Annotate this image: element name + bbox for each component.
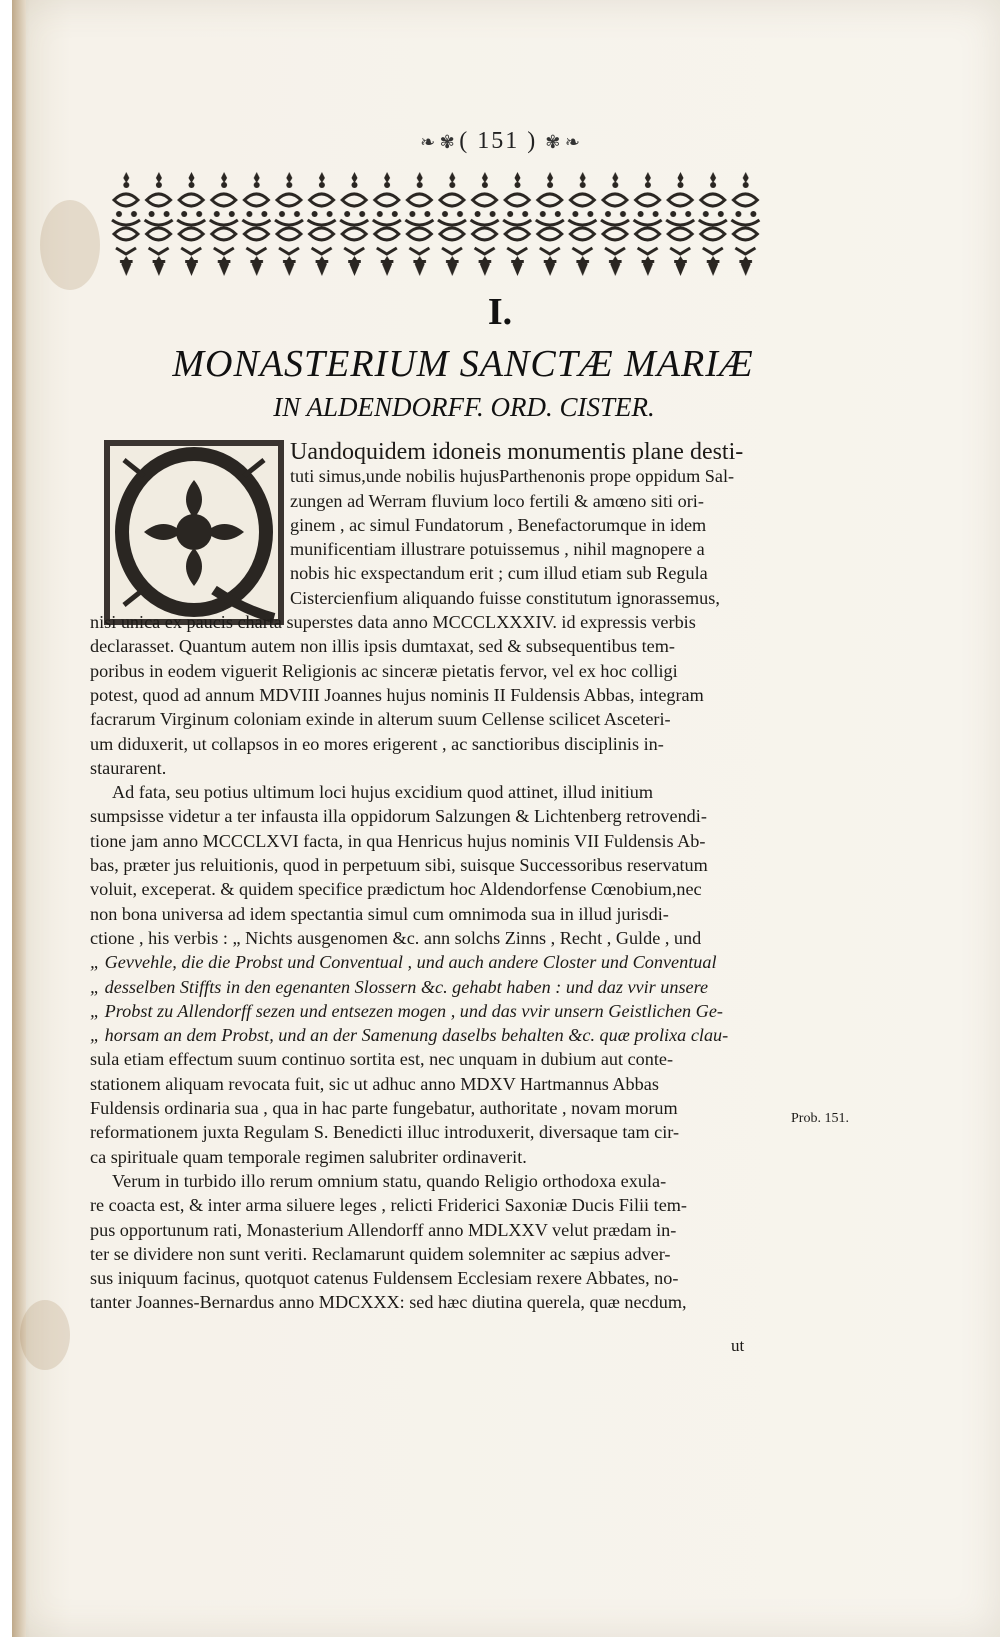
text-line: reformationem juxta Regulam S. Benedicti illuc introduxerit, diversaque tam cir- bbox=[90, 1122, 680, 1143]
text-line: Ad fata, seu potius ultimum loci hujus excidium quod attinet, illud initium bbox=[112, 782, 654, 803]
text-line: „ Gevvehle, die die Probst und Conventual , und auch andere Closter und Conventual bbox=[90, 952, 717, 973]
text-line: ter se dividere non sunt veriti. Reclamarunt quidem solemniter ac sæpius adver- bbox=[90, 1243, 671, 1264]
catchword: ut bbox=[731, 1336, 745, 1355]
stain bbox=[20, 1300, 70, 1370]
text-line: um diduxerit, ut collapsos in eo mores erigerent , ac sanctioribus disciplinis in- bbox=[90, 733, 664, 754]
running-header bbox=[0, 128, 1000, 155]
text-line: sula etiam effectum suum continuo sortita est, nec unquam in dubium aut conte- bbox=[90, 1049, 674, 1070]
text-line: tione jam anno MCCCLXVI facta, in qua Henricus hujus nominis VII Fuldensis Ab- bbox=[90, 830, 706, 851]
text-line: Verum in turbido illo rerum omnium statu, quando Religio orthodoxa exula- bbox=[112, 1170, 667, 1191]
text-line: „ Probst zu Allendorff sezen und entsezen mogen , und das vvir unsern Geistlichen Ge- bbox=[90, 1000, 723, 1021]
text-line: staurarent. bbox=[90, 757, 167, 778]
text-line: pus opportunum rati, Monasterium Allendorff anno MDLXXV velut prædam in- bbox=[90, 1219, 677, 1240]
text-line: zungen ad Werram fluvium loco fertili & amœno siti ori- bbox=[290, 490, 704, 511]
text-line: Cistercienfium aliquando fuisse constitutum ignorassemus, bbox=[290, 587, 720, 608]
text-line: munificentiam illustrare potuissemus , nihil magnopere a bbox=[290, 539, 705, 560]
text-line: facrarum Virginum coloniam exinde in alterum suum Cellense scilicet Asceteri- bbox=[90, 709, 671, 730]
section-numeral: I. bbox=[487, 291, 513, 333]
body-text bbox=[90, 440, 790, 1315]
text-line: declarasset. Quantum autem non illis ipsis dumtaxat, sed & subsequentibus tem- bbox=[90, 636, 675, 657]
text-line: tanter Joannes-Bernardus anno MDCXXX: sed hæc diutina querela, quæ necdum, bbox=[90, 1292, 687, 1313]
text-line: voluit, exceperat. & quidem specifice prædictum hoc Aldendorfense Cœnobium,nec bbox=[90, 879, 702, 900]
ornament-left-icon: ❧ ✾ bbox=[420, 132, 460, 152]
text-line: Uandoquidem idoneis monumentis plane desti- bbox=[290, 439, 744, 465]
page-number: ( 151 ) bbox=[459, 128, 538, 154]
page-edge bbox=[12, 0, 26, 1637]
text-line: tuti simus,unde nobilis hujusParthenonis prope oppidum Sal- bbox=[290, 466, 735, 487]
text-line: non bona universa ad idem spectantia simul cum omnimoda sua in illud jurisdi- bbox=[90, 903, 669, 924]
text-line: ctione , his verbis : „ Nichts ausgenomen &c. ann solchs Zinns , Recht , Gulde , und bbox=[90, 927, 702, 948]
stain bbox=[40, 200, 100, 290]
text-line: Fuldensis ordinaria sua , qua in hac parte fungebatur, authoritate , novam morum bbox=[90, 1098, 678, 1119]
heading-title-line1: MONASTERIUM SANCTÆ MARIÆ bbox=[172, 343, 754, 385]
text-line: bas, præter jus reluitionis, quod in perpetuum sibi, suisque Successoribus reservatum bbox=[90, 855, 708, 876]
decorative-headpiece-icon bbox=[110, 170, 762, 282]
text-line: „ horsam an dem Probst, und an der Samenung daselbs behalten &c. quæ prolixa clau- bbox=[90, 1025, 729, 1046]
text-line: poribus in eodem viguerit Religionis ac sinceræ pietatis fervor, vel ex hoc colligi bbox=[90, 660, 678, 681]
text-line: nobis hic exspectandum erit ; cum illud etiam sub Regula bbox=[290, 563, 708, 584]
text-line: „ desselben Stiffts in den egenanten Slossern &c. gehabt haben : und daz vvir unsere bbox=[90, 976, 709, 997]
text-line: re coacta est, & inter arma siluere leges , relicti Friderici Saxoniæ Ducis Filii tem- bbox=[90, 1195, 687, 1216]
text-line: ca spirituale quam temporale regimen salubriter ordinaverit. bbox=[90, 1146, 527, 1167]
text-line: potest, quod ad annum MDVIII Joannes hujus nominis II Fuldensis Abbas, integram bbox=[90, 684, 704, 705]
margin-note: Prob. 151. bbox=[791, 1111, 849, 1126]
text-line: sus iniquum facinus, quotquot catenus Fuldensem Ecclesiam rexere Abbates, no- bbox=[90, 1268, 679, 1289]
text-line: ginem , ac simul Fundatorum , Benefactorumque in idem bbox=[290, 514, 707, 535]
text-line: nisi unica ex paucis charta superstes data anno MCCCLXXXIV. id expressis verbis bbox=[90, 612, 696, 633]
ornament-right-icon: ✾ ❧ bbox=[545, 132, 580, 152]
heading-title-line2: IN ALDENDORFF. ORD. CISTER. bbox=[273, 392, 655, 422]
text-line: sumpsisse videtur a ter infausta illa oppidorum Salzungen & Lichtenberg retrovendi- bbox=[90, 806, 707, 827]
text-line: stationem aliquam revocata fuit, sic ut adhuc anno MDXV Hartmannus Abbas bbox=[90, 1073, 659, 1094]
